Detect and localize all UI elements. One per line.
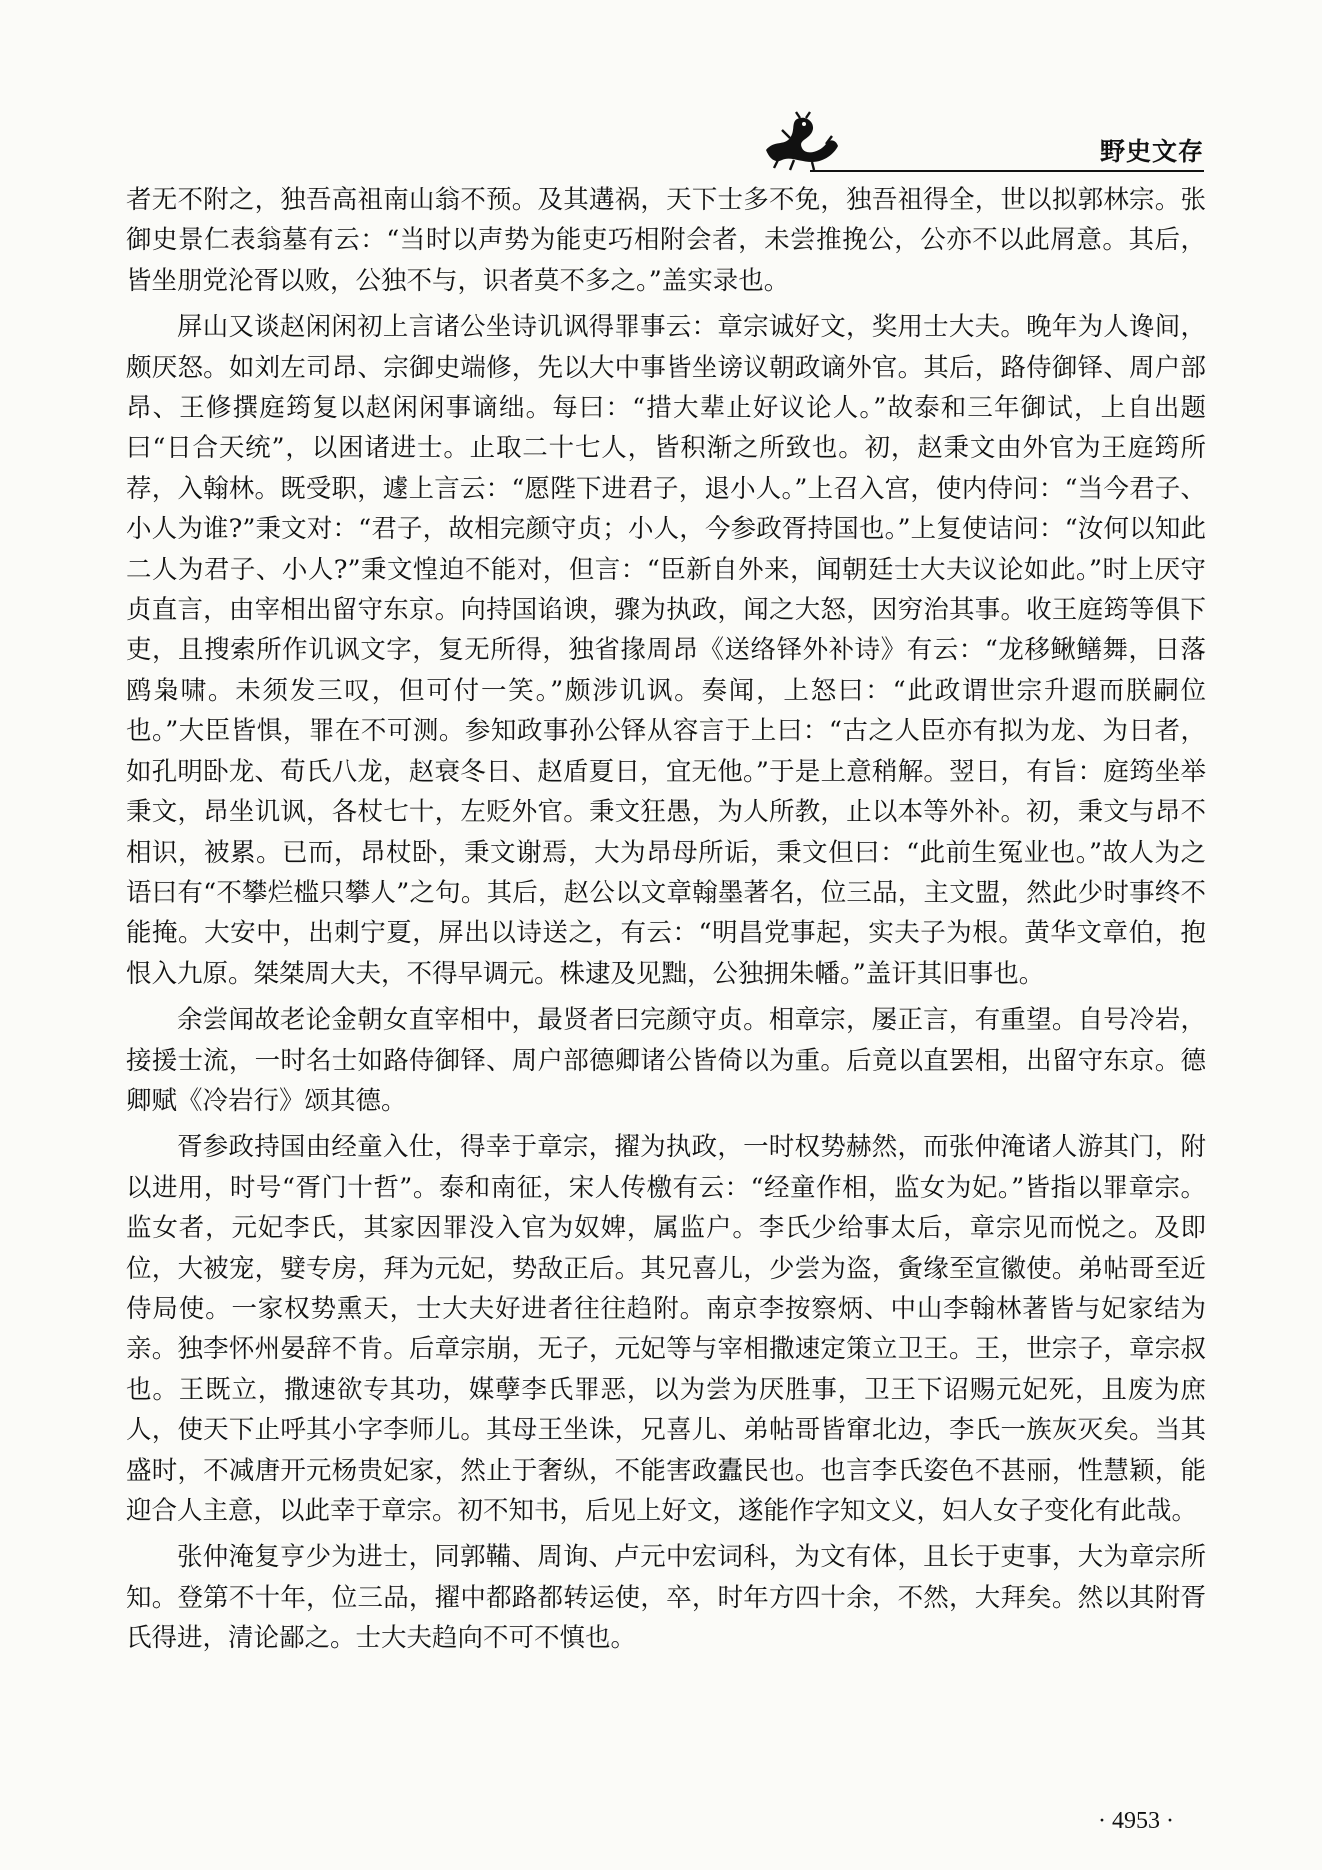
body-text — [126, 180, 1206, 1659]
paragraph-continuation: 者无不附之，独吾高祖南山翁不预。及其遘祸，天下士多不免，独吾祖得全，世以拟郭林宗。张御史景仁表翁墓有云：“当时以声势为能吏巧相附会者，未尝推挽公，公亦不以此屑意。其后，皆坐朋党沦胥以败，公独不与，识者莫不多之。”盖实录也。 — [126, 185, 1206, 296]
page-number: · 4953 · — [1098, 1808, 1174, 1834]
paragraph: 张仲淹复亨少为进士，同郭鞴、周询、卢元中宏词科，为文有体，且长于吏事，大为章宗所知。登第不十年，位三品，擢中都路都转运使，卒，时年方四十余，不然，大拜矣。然以其附胥氏得进，清论鄙之。士大夫趋向不可不慎也。 — [126, 1542, 1206, 1654]
page-header — [120, 110, 1204, 172]
paragraph: 胥参政持国由经童入仕，得幸于章宗，擢为执政，一时权势赫然，而张仲淹诸人游其门，附以进用，时号“胥门十哲”。泰和南征，宋人传檄有云：“经童作相，监女为妃。”皆指以罪章宗。监女者，元妃李氏，其家因罪没入官为奴婢，属监户。李氏少给事太后，章宗见而悦之。及即位，大被宠，嬖专房，拜为元妃，势敌正后。其兄喜儿，少尝为盗，夤缘至宣徽使。弟帖哥至近侍局使。一家权势熏天，士大夫好进者往往趋附。南京李按察炳、中山李翰林著皆与妃家结为亲。独李怀州晏辞不肯。后章宗崩，无子，元妃等与宰相撒速定策立卫王。王，世宗子，章宗叔也。王既立，撒速欲专其功，媒孽李氏罪恶，以为尝为厌胜事，卫王下诏赐元妃死，且废为庶人，使天下止呼其小字李师儿。其母王坐诛，兄喜儿、弟帖哥皆窜北边，李氏一族灰灭矣。当其盛时，不减唐开元杨贵妃家，然止于奢纵，不能害政蠹民也。也言李氏姿色不甚丽，性慧颖，能迎合人主意，以此幸于章宗。初不知书，后见上好文，遂能作字知文义，妇人女子变化有此哉。 — [126, 1132, 1206, 1526]
header-rule — [810, 170, 1204, 172]
series-title: 野史文存 — [1099, 137, 1204, 166]
dragon-emblem-icon — [760, 110, 842, 172]
paragraph: 屏山又谈赵闲闲初上言诸公坐诗讥讽得罪事云：章宗诚好文，奖用士大夫。晚年为人谗间，颇厌怒。如刘左司昂、宗御史端修，先以大中事皆坐谤议朝政谪外官。其后，路侍御铎、周户部昂、王修撰庭筠复以赵闲闲事谪绌。每曰：“措大辈止好议论人。”故泰和三年御试，上自出题曰“日合天统”，以困诸进士。止取二十七人，皆积渐之所致也。初，赵秉文由外官为王庭筠所荐，入翰林。既受职，遽上言云：“愿陛下进君子，退小人。”上召入宫，使内侍问：“当今君子、小人为谁?”秉文对：“君子，故相完颜守贞；小人，今参政胥持国也。”上复使诘问：“汝何以知此二人为君子、小人?”秉文惶迫不能对，但言：“臣新自外来，闻朝廷士大夫议论如此。”时上厌守贞直言，由宰相出留守东京。向持国谄谀，骤为执政，闻之大怒，因穷治其事。收王庭筠等俱下吏，且搜索所作讥讽文字，复无所得，独省掾周昂《送络铎外补诗》有云：“龙移鳅鳝舞，日落鸥枭啸。未须发三叹，但可付一笑。”颇涉讥讽。奏闻，上怒曰：“此政谓世宗升遐而朕嗣位也。”大臣皆惧，罪在不可测。参知政事孙公铎从容言于上曰：“古之人臣亦有拟为龙、为日者，如孔明卧龙、荀氏八龙，赵衰冬日、赵盾夏日，宜无他。”于是上意稍解。翌日，有旨：庭筠坐举秉文，昂坐讥讽，各杖七十，左贬外官。秉文狂愚，为人所教，止以本等外补。初，秉文与昂不相识，被累。已而，昂杖卧，秉文谢焉，大为昂母所诟，秉文但曰：“此前生冤业也。”故人为之语曰有“不攀烂槛只攀人”之句。其后，赵公以文章翰墨著名，位三品，主文盟，然此少时事终不能掩。大安中，出刺宁夏，屏出以诗送之，有云：“明昌党事起，实夫子为根。黄华文章伯，抱恨入九原。桀桀周大夫，不得早调元。株逮及见黜，公独拥朱幡。”盖讦其旧事也。 — [126, 312, 1206, 989]
paragraph: 余尝闻故老论金朝女直宰相中，最贤者曰完颜守贞。相章宗，屡正言，有重望。自号冷岩，接援士流，一时名士如路侍御铎、周户部德卿诸公皆倚以为重。后竟以直罢相，出留守东京。德卿赋《冷岩行》颂其德。 — [126, 1005, 1206, 1116]
